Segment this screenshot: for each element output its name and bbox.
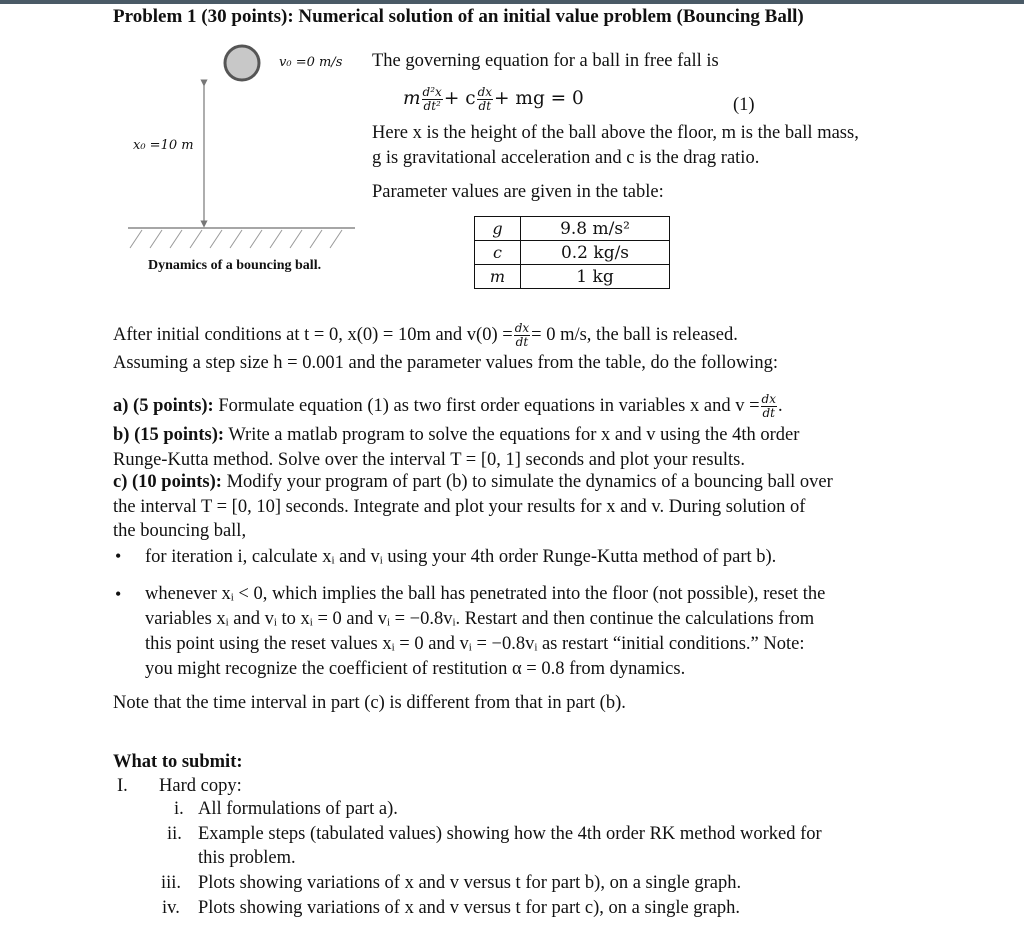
param-value: 0.2 kg/s bbox=[521, 241, 670, 265]
initial-height-label: x₀ =10 m bbox=[133, 138, 194, 153]
param-row-g bbox=[475, 217, 670, 241]
param-value: 9.8 m/s² bbox=[521, 217, 670, 241]
item-text: All formulations of part a). bbox=[198, 799, 398, 819]
item-num: iv. bbox=[162, 898, 180, 918]
interval-note: Note that the time interval in part (c) is different from that in part (b). bbox=[113, 693, 626, 713]
dxdt-fraction: $\frac{dx}{dt}$ bbox=[514, 321, 530, 349]
item-text: Plots showing variations of x and v versus t for part b), on a single graph. bbox=[198, 873, 742, 893]
part-a: a) (5 points): Formulate equation (1) as two first order equations in variables x and v = $\frac{dx}{dt}$ . bbox=[113, 392, 783, 420]
bullet-1: for iteration i, calculate xᵢ and vᵢ using your 4th order Runge-Kutta method of part b). bbox=[145, 547, 777, 567]
param-row-m bbox=[475, 265, 670, 289]
floor-hatching bbox=[130, 230, 342, 248]
item-text-continued: this problem. bbox=[198, 848, 296, 868]
bullet-2-line-4: you might recognize the coefficient of restitution α = 0.8 from dynamics. bbox=[145, 659, 686, 679]
second-derivative-fraction: $\frac{\text{d²x}}{\text{dt²}}$ bbox=[422, 85, 442, 113]
hard-copy-label: Hard copy: bbox=[159, 776, 242, 796]
bullet-2-line-2: variables xᵢ and vᵢ to xᵢ = 0 and vᵢ = −0.8vᵢ. Restart and then continue the calculations from bbox=[145, 609, 815, 629]
problem-title: Problem 1 (30 points): Numerical solution of an initial value problem (Bouncing Ball) bbox=[113, 6, 804, 27]
governing-equation: m $\frac{\text{d²x}}{\text{dt²}}$ + c $\frac{dx}{dt}$ + mg = 0 bbox=[403, 85, 584, 113]
param-row-c bbox=[475, 241, 670, 265]
assuming-line: Assuming a step size h = 0.001 and the parameter values from the table, do the following: bbox=[113, 353, 778, 373]
top-border bbox=[0, 0, 1024, 4]
roman-numeral-1: I. bbox=[117, 776, 128, 796]
param-symbol: m bbox=[475, 265, 521, 289]
equation-number: (1) bbox=[733, 95, 755, 115]
part-c-line-2: the interval T = [0, 10] seconds. Integrate and plot your results for x and v. During solution of bbox=[113, 497, 806, 517]
param-symbol: g bbox=[475, 217, 521, 241]
part-b-line-2: Runge-Kutta method. Solve over the interval T = [0, 1] seconds and plot your results. bbox=[113, 450, 745, 470]
intro-line-3: g is gravitational acceleration and c is the drag ratio. bbox=[372, 148, 760, 168]
first-derivative-fraction: $\frac{dx}{dt}$ bbox=[477, 85, 493, 113]
bullet-dot: • bbox=[115, 546, 122, 566]
param-value: 1 kg bbox=[521, 265, 670, 289]
figure-caption: Dynamics of a bouncing ball. bbox=[148, 258, 322, 273]
initial-conditions-line: After initial conditions at t = 0, x(0) = 10m and v(0) = $\frac{dx}{dt}$ = 0 m/s, the ball is released. bbox=[113, 321, 738, 349]
intro-line-2: Here x is the height of the ball above the floor, m is the ball mass, bbox=[372, 123, 859, 143]
item-text: Plots showing variations of x and v versus t for part c), on a single graph. bbox=[198, 898, 741, 918]
part-c-line-3: the bouncing ball, bbox=[113, 521, 247, 541]
item-num: iii. bbox=[161, 873, 182, 893]
intro-line-1: The governing equation for a ball in free fall is bbox=[372, 51, 719, 71]
param-symbol: c bbox=[475, 241, 521, 265]
item-num: i. bbox=[174, 799, 184, 819]
intro-line-4: Parameter values are given in the table: bbox=[372, 182, 664, 202]
item-text: Example steps (tabulated values) showing how the 4th order RK method worked for bbox=[198, 824, 822, 844]
submit-heading: What to submit: bbox=[113, 752, 243, 772]
bullet-dot: • bbox=[115, 584, 122, 604]
part-c-line-1: c) (10 points): Modify your program of part (b) to simulate the dynamics of a bouncing ball over bbox=[113, 472, 833, 492]
ball bbox=[225, 46, 259, 80]
velocity-fraction: $\frac{dx}{dt}$ bbox=[761, 392, 776, 420]
item-num: ii. bbox=[167, 824, 182, 844]
part-b-line-1: b) (15 points): Write a matlab program to solve the equations for x and v using the 4th order bbox=[113, 425, 800, 445]
bullet-2-line-3: this point using the reset values xᵢ = 0 and vᵢ = −0.8vᵢ as restart “initial conditions.” Note: bbox=[145, 634, 805, 654]
parameter-table bbox=[474, 216, 670, 289]
initial-velocity-label: v₀ =0 m/s bbox=[279, 55, 343, 70]
bullet-2-line-1: whenever xᵢ < 0, which implies the ball has penetrated into the floor (not possible), reset the bbox=[145, 584, 826, 604]
